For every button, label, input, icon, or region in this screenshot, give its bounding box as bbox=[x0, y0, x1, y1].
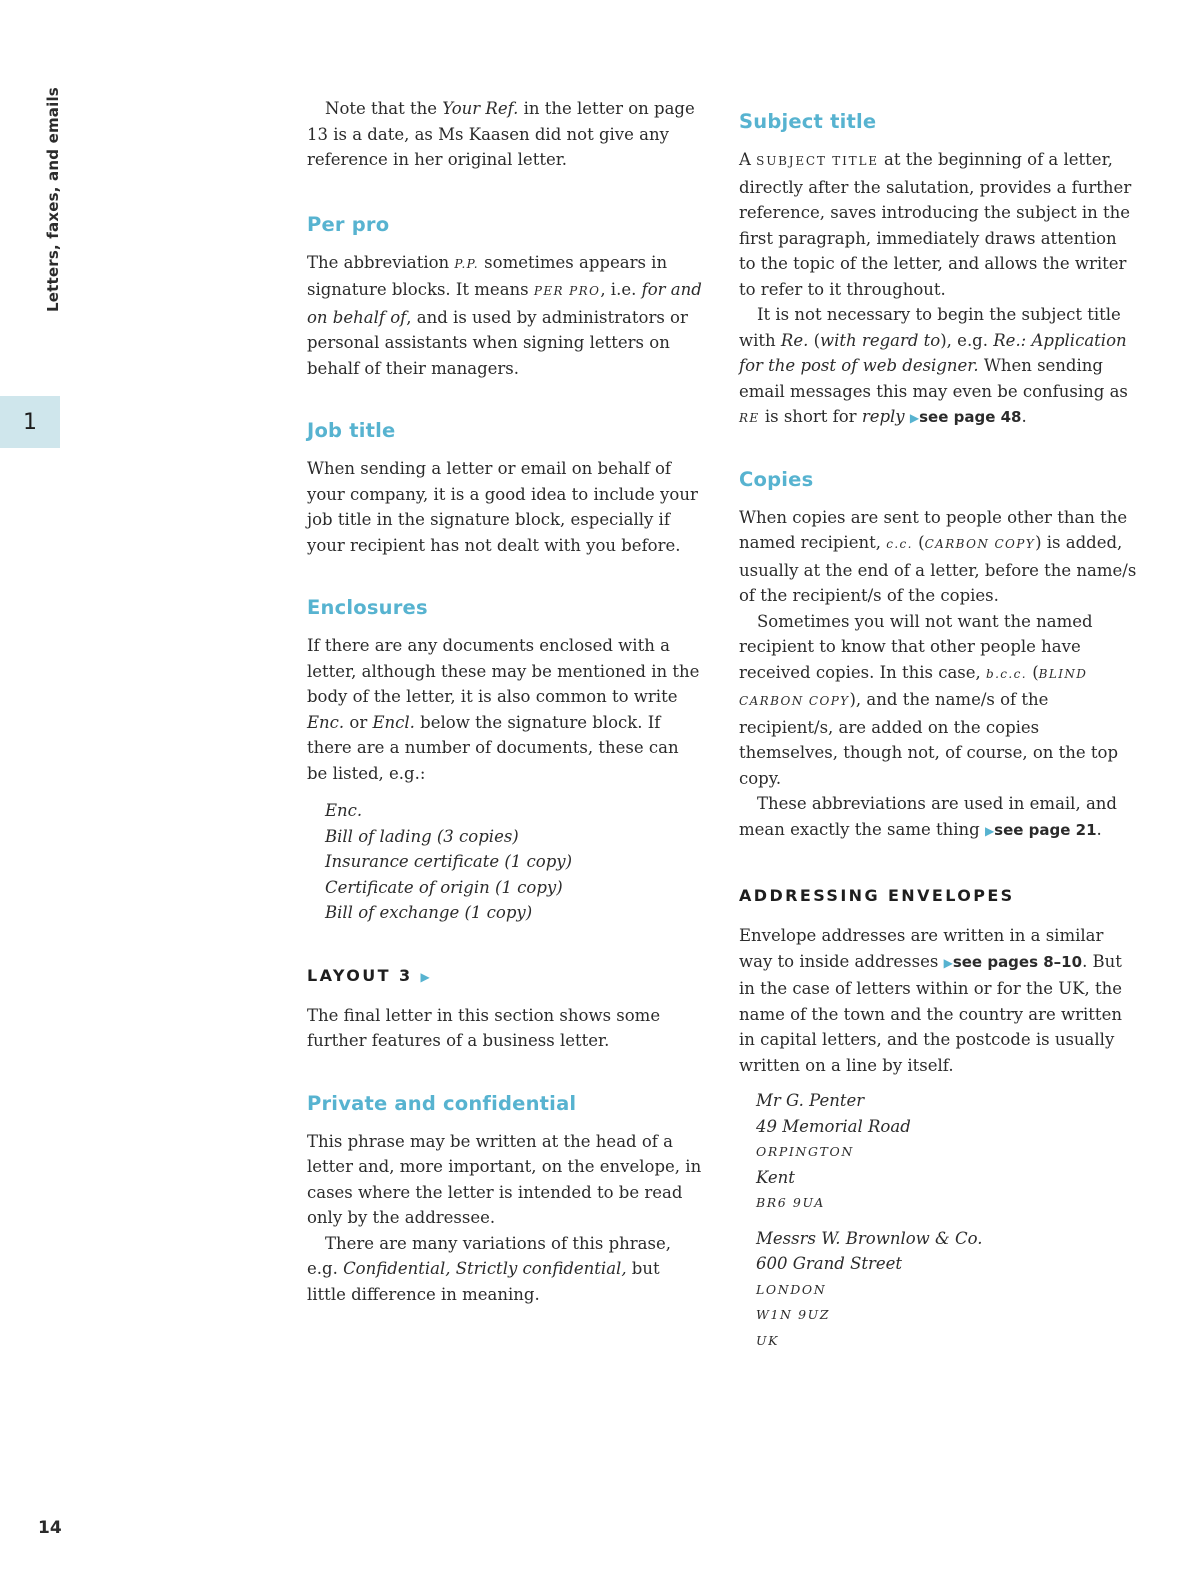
heading-copies: Copies bbox=[739, 467, 814, 491]
envelopes-paragraph: Envelope addresses are written in a similar way to inside addresses ▶see pages 8–10. But in the case of letters within or for the UK, the name of the town and the country are written in capital letters, and the postcode is usually written on a line by itself. bbox=[739, 926, 1122, 1075]
cross-reference-link[interactable]: see page 21 bbox=[994, 820, 1097, 839]
address-line: ORPINGTON bbox=[756, 1144, 854, 1159]
per-pro-paragraph: The abbreviation P.P. sometimes appears in signature blocks. It means PER PRO, i.e. for and on behalf of, and is used by administrators or personal assistants when signing letters on behalf of their managers. bbox=[307, 252, 702, 378]
address-line: BR6 9UA bbox=[756, 1195, 825, 1210]
address-line: Kent bbox=[756, 1167, 795, 1187]
copies-paragraph-3: These abbreviations are used in email, and mean exactly the same thing ▶see page 21. bbox=[739, 794, 1117, 839]
address-line: 600 Grand Street bbox=[756, 1254, 903, 1273]
address-line: W1N 9UZ bbox=[756, 1307, 831, 1322]
example-address-2 bbox=[739, 1226, 1137, 1354]
arrow-right-icon: ▶ bbox=[420, 969, 433, 984]
intro-paragraph: Note that the Your Ref. in the letter on page 13 is a date, as Ms Kaasen did not give any reference in her original letter. bbox=[307, 99, 695, 169]
arrow-right-icon: ▶ bbox=[943, 955, 953, 970]
chapter-tab bbox=[0, 396, 60, 448]
heading-layout-3: LAYOUT 3 ▶ bbox=[307, 965, 433, 985]
arrow-right-icon: ▶ bbox=[909, 411, 920, 425]
left-column bbox=[307, 96, 702, 1307]
subject-paragraph-2: It is not necessary to begin the subject title with Re. (with regard to), e.g. Re.: Application for the post of web designer. When sending email messages this may even be confusing as RE is short for reply ▶see page 48. bbox=[739, 305, 1128, 426]
layout-paragraph: The final letter in this section shows some further features of a business letter. bbox=[307, 1005, 661, 1050]
running-section-label: Letters, faxes, and emails bbox=[44, 87, 62, 312]
page-number: 14 bbox=[38, 1518, 62, 1538]
private-paragraph-2: There are many variations of this phrase, e.g. Confidential, Strictly confidential, but little difference in meaning. bbox=[307, 1233, 671, 1304]
example-address-1 bbox=[739, 1088, 1137, 1216]
subject-paragraph-1: A SUBJECT TITLE at the beginning of a letter, directly after the salutation, provides a further reference, saves introducing the subject in the first paragraph, immediately draws attention to the topic of the letter, and allows the writer to refer to it throughout. bbox=[739, 150, 1132, 299]
address-line: 49 Memorial Road bbox=[756, 1116, 911, 1136]
job-title-paragraph: When sending a letter or email on behalf of your company, it is a good idea to include your job title in the signature block, especially if your recipient has not dealt with you before. bbox=[307, 459, 698, 555]
private-paragraph-1: This phrase may be written at the head of a letter and, more important, on the envelope, in cases where the letter is intended to be read only by the addressee. bbox=[307, 1131, 702, 1227]
enclosures-paragraph: If there are any documents enclosed with a letter, although these may be mentioned in the body of the letter, it is also common to write Enc. or Encl. below the signature block. If there are a number of documents, these can be listed, e.g.: bbox=[307, 636, 700, 783]
list-item: Insurance certificate (1 copy) bbox=[325, 852, 573, 871]
copies-paragraph-2: Sometimes you will not want the named recipient to know that other people have received copies. In this case, b.c.c. (BLIND CARBON COPY), and the name/s of the recipient/s, are added on the copies themselves, though not, of course, on the top copy. bbox=[739, 611, 1119, 788]
list-item: Certificate of origin (1 copy) bbox=[325, 877, 563, 897]
arrow-right-icon: ▶ bbox=[984, 823, 995, 838]
cross-reference-link[interactable]: see pages 8–10 bbox=[952, 952, 1083, 971]
copies-paragraph-1: When copies are sent to people other than the named recipient, c.c. (CARBON COPY) is added, usually at the end of a letter, before the name/s of the recipient/s of the copies. bbox=[739, 507, 1137, 605]
right-column bbox=[739, 110, 1137, 1353]
address-line: Messrs W. Brownlow & Co. bbox=[756, 1228, 983, 1248]
heading-private-confidential: Private and confidential bbox=[307, 1091, 577, 1115]
list-item: Enc. bbox=[325, 801, 363, 820]
heading-enclosures: Enclosures bbox=[307, 596, 428, 619]
list-item: Bill of exchange (1 copy) bbox=[325, 903, 533, 922]
address-line: UK bbox=[756, 1332, 780, 1348]
address-line: Mr G. Penter bbox=[756, 1091, 865, 1110]
address-line: LONDON bbox=[756, 1281, 827, 1297]
chapter-number: 1 bbox=[23, 409, 37, 435]
heading-subject-title: Subject title bbox=[739, 110, 877, 133]
enclosures-list bbox=[307, 798, 702, 926]
cross-reference-link[interactable]: see page 48 bbox=[919, 408, 1022, 426]
list-item: Bill of lading (3 copies) bbox=[325, 826, 519, 846]
heading-addressing-envelopes: ADDRESSING ENVELOPES bbox=[739, 886, 1015, 905]
heading-per-pro: Per pro bbox=[307, 212, 390, 236]
heading-job-title: Job title bbox=[307, 419, 396, 442]
